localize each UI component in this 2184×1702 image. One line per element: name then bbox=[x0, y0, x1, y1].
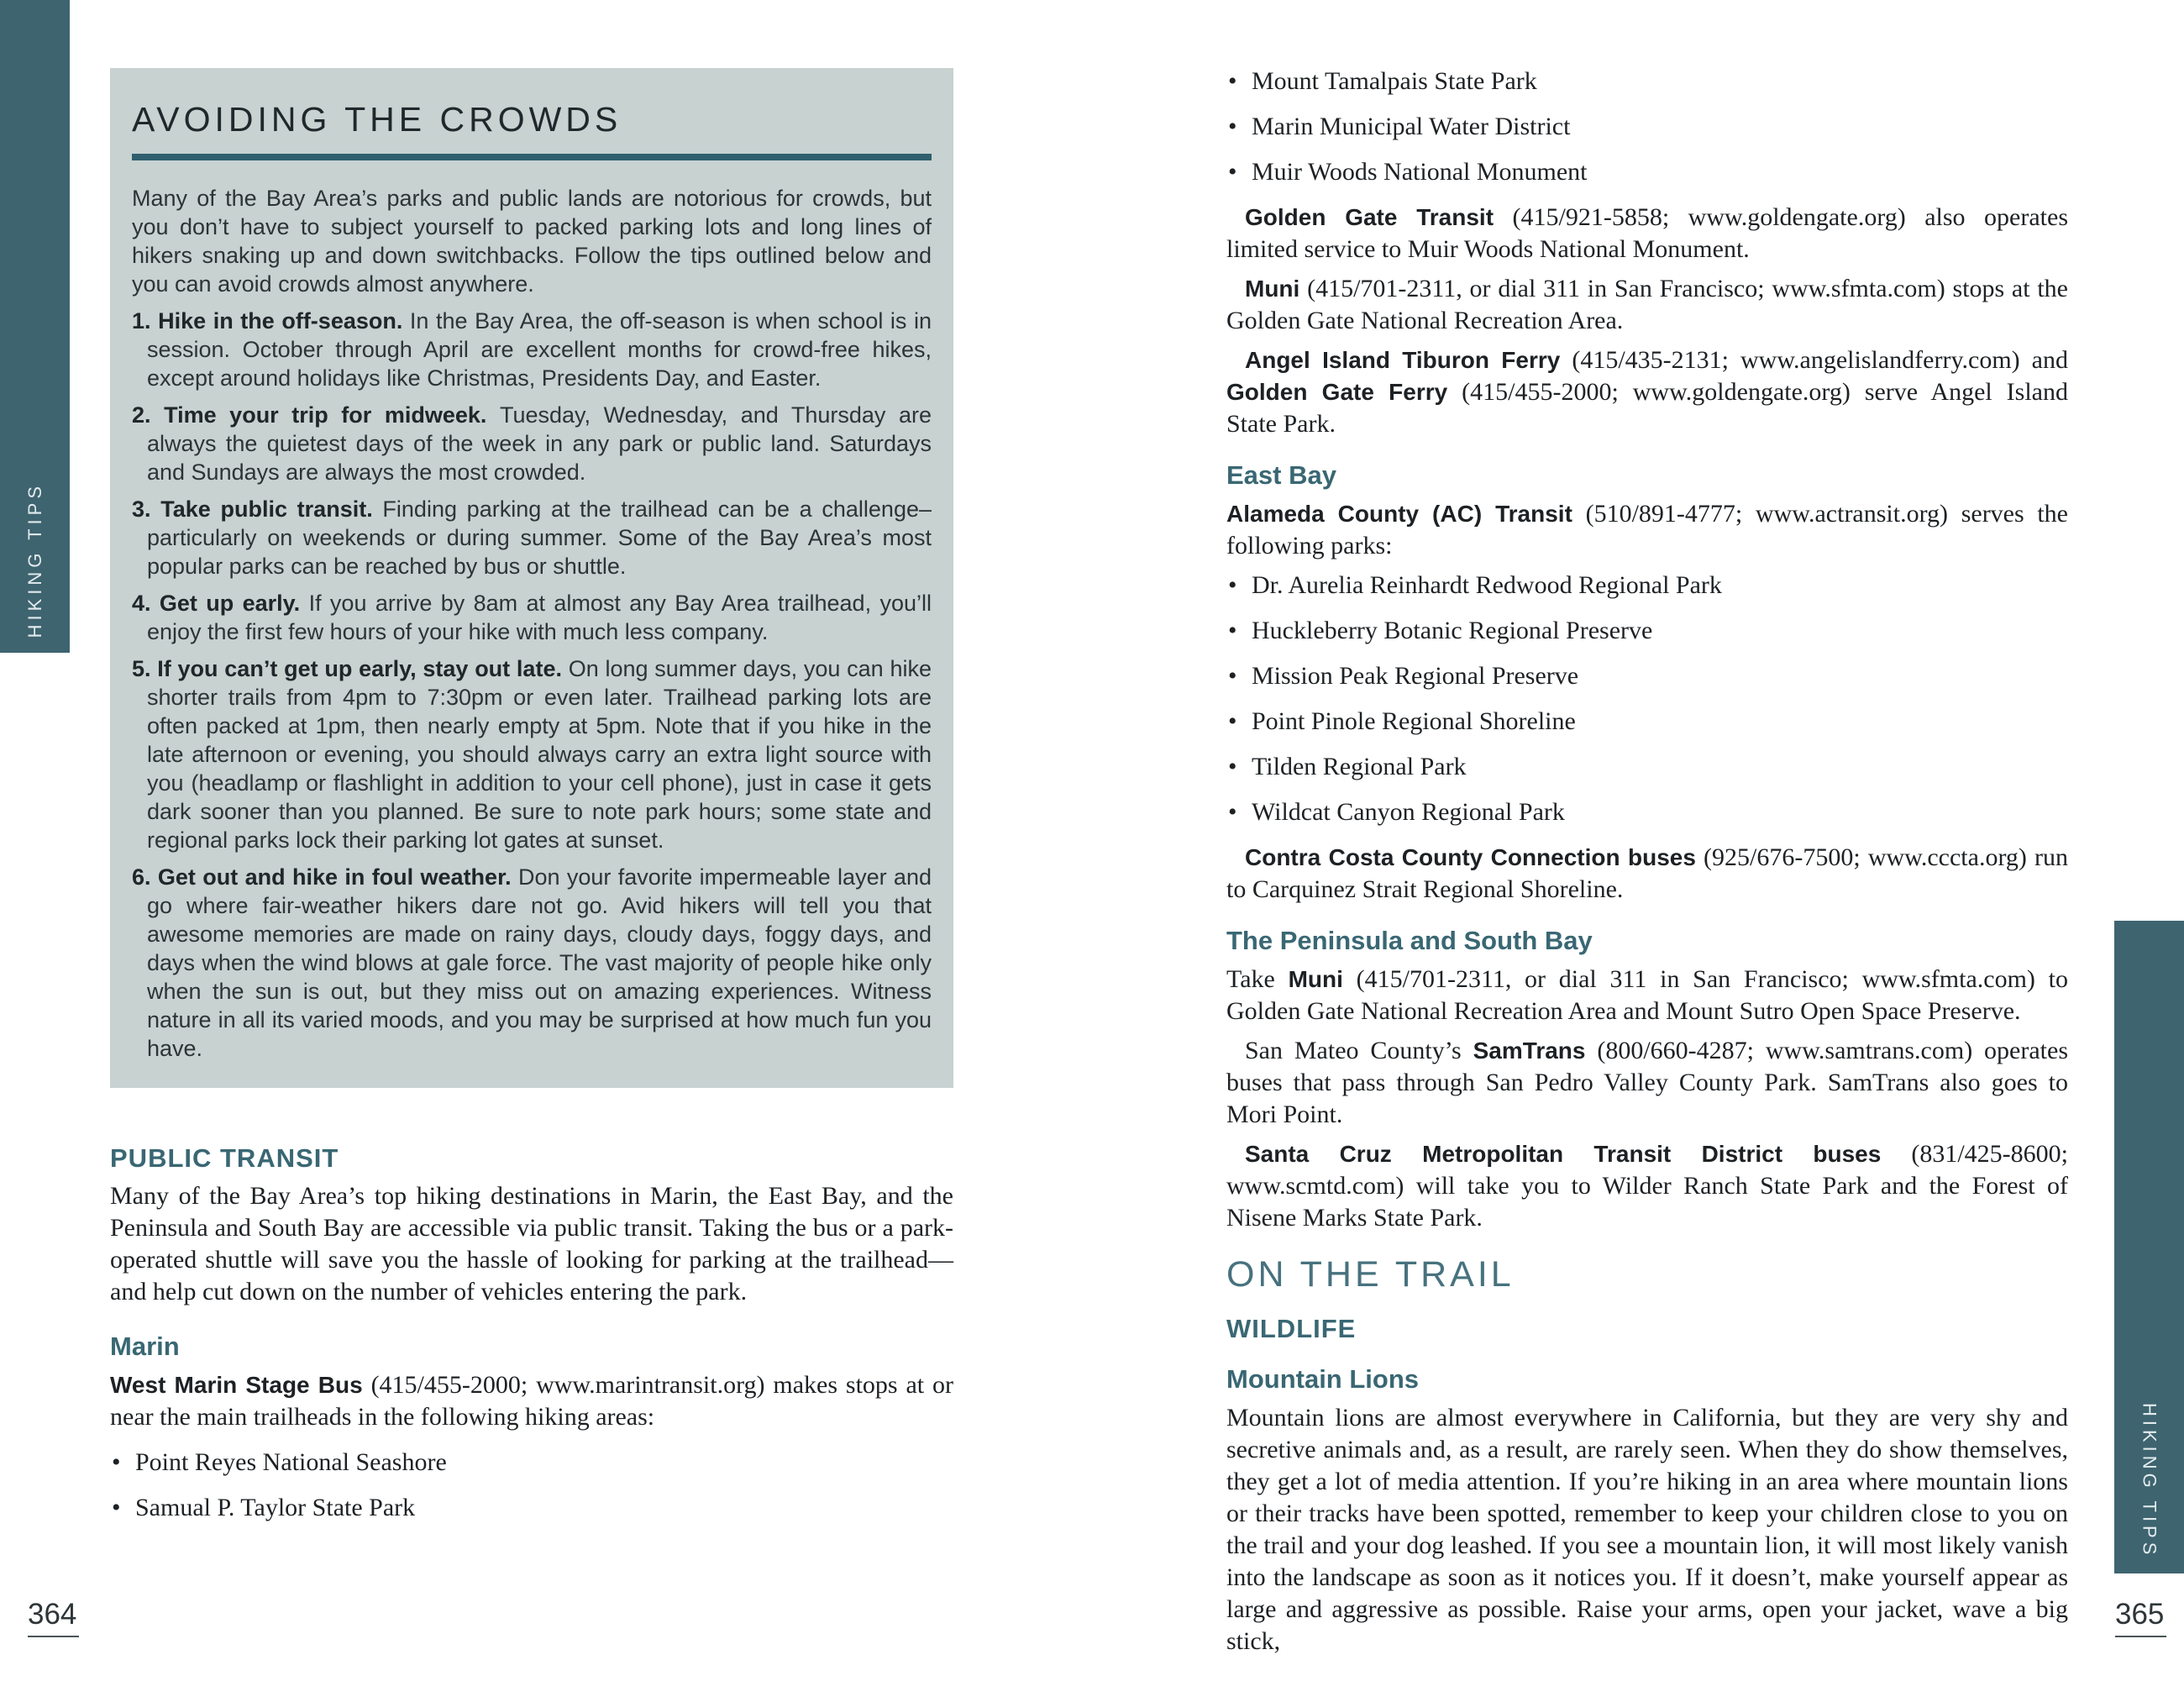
bullet-marker: • bbox=[1228, 571, 1237, 599]
subsection-heading: WILDLIFE bbox=[1226, 1314, 1357, 1343]
list-item-text: Samual P. Taylor State Park bbox=[135, 1494, 416, 1521]
hiking-tips-tab-label: HIKING TIPS bbox=[24, 481, 45, 638]
tip-number: 5. bbox=[132, 656, 158, 681]
text-run: (415/455-2000; www.marintransit.org) makes stops at or near the main trailheads in the following hiking areas: bbox=[110, 1371, 953, 1431]
transit-agency-name: Golden Gate Ferry bbox=[1226, 379, 1448, 405]
list-item-text: Dr. Aurelia Reinhardt Redwood Regional Park bbox=[1252, 571, 1722, 599]
list-item bbox=[1226, 660, 2068, 692]
text-run: (831/425-8600; www.scmtd.com) will take you to Wilder Ranch State Park and the Forest of Nisene Marks State Park. bbox=[1226, 1140, 2068, 1232]
body-paragraph bbox=[1226, 344, 2068, 440]
tip-text: If you arrive by 8am at almost any Bay Area trailhead, you’ll enjoy the first few hours of your hike with much less company. bbox=[147, 591, 932, 644]
bullet-marker: • bbox=[112, 1448, 121, 1476]
page-number-right: 365 bbox=[2115, 1598, 2166, 1637]
text-run: (415/435-2131; www.angelislandferry.com) and bbox=[1560, 346, 2068, 374]
text-run: Take bbox=[1226, 965, 1289, 993]
transit-agency-name: Alameda County (AC) Transit bbox=[1226, 501, 1572, 527]
bullet-marker: • bbox=[1228, 158, 1237, 186]
bullet-list bbox=[1226, 570, 2068, 828]
list-item bbox=[1226, 156, 2068, 188]
transit-agency-name: Santa Cruz Metropolitan Transit District buses bbox=[1245, 1141, 1882, 1167]
list-item-text: Huckleberry Botanic Regional Preserve bbox=[1252, 617, 1653, 644]
body-paragraph bbox=[1226, 1138, 2068, 1234]
transit-agency-name: Angel Island Tiburon Ferry bbox=[1245, 347, 1561, 373]
body-paragraph bbox=[110, 1369, 953, 1433]
body-paragraph bbox=[1226, 1035, 2068, 1131]
text-run: (415/701-2311, or dial 311 in San Francisco; www.sfmta.com) stops at the Golden Gate National Recreation Area. bbox=[1226, 275, 2068, 334]
text-run: (510/891-4777; www.actransit.org) serves the following parks: bbox=[1226, 500, 2069, 559]
numbered-tip-item bbox=[132, 307, 932, 392]
list-item-text: Mission Peak Regional Preserve bbox=[1252, 662, 1579, 690]
tip-number: 2. bbox=[132, 402, 165, 428]
list-item-text: Tilden Regional Park bbox=[1252, 753, 1467, 780]
tip-lead: If you can’t get up early, stay out late. bbox=[157, 656, 569, 681]
numbered-tip-item bbox=[132, 589, 932, 646]
box-intro-paragraph: Many of the Bay Area’s parks and public lands are notorious for crowds, but you don’t have to subject yourself to packed parking lots and long lines of hikers snaking up and down switchbacks. Follow the tips outlined below and you can avoid crowds almost anywhere. bbox=[132, 186, 932, 297]
list-item bbox=[1226, 66, 2068, 97]
tip-number: 4. bbox=[132, 591, 160, 616]
transit-agency-name: Muni bbox=[1288, 966, 1343, 992]
tip-lead: Get up early. bbox=[159, 591, 309, 616]
list-item-text: Muir Woods National Monument bbox=[1252, 158, 1588, 186]
body-paragraph bbox=[1226, 1402, 2068, 1657]
text-run: (415/455-2000; www.goldengate.org) serve Angel Island State Park. bbox=[1226, 378, 2068, 438]
list-item bbox=[1226, 796, 2068, 828]
body-paragraph bbox=[1226, 498, 2068, 562]
title-rule bbox=[132, 154, 932, 160]
tip-number: 1. bbox=[132, 308, 159, 334]
topic-heading: Marin bbox=[110, 1332, 180, 1361]
list-item-text: Marin Municipal Water District bbox=[1252, 113, 1571, 140]
list-item bbox=[110, 1447, 953, 1479]
list-item bbox=[1226, 570, 2068, 601]
subsection-heading: PUBLIC TRANSIT bbox=[110, 1143, 339, 1173]
list-item bbox=[110, 1492, 953, 1524]
left-page-column bbox=[110, 68, 953, 1537]
tip-lead: Take public transit. bbox=[160, 496, 383, 522]
topic-heading: The Peninsula and South Bay bbox=[1226, 926, 1593, 955]
tip-text: On long summer days, you can hike shorter trails from 4pm to 7:30pm or even later. Trailhead parking lots are often packed at 1pm, then nearly empty at 5pm. Note that if you hike in the late afternoon or evening, you should always carry an extra light source with you (headlamp or flashlight in addition to your cell phone), just in case it gets dark sooner than you planned. Be sure to note park hours; some state and regional parks lock their parking lot gates at sunset. bbox=[147, 656, 932, 853]
bullet-marker: • bbox=[1228, 662, 1237, 690]
body-paragraph bbox=[1226, 273, 2068, 337]
section-heading: ON THE TRAIL bbox=[1226, 1254, 1515, 1295]
right-page-column bbox=[1226, 59, 2068, 1665]
list-item bbox=[1226, 111, 2068, 143]
list-item bbox=[1226, 706, 2068, 738]
bullet-marker: • bbox=[1228, 617, 1237, 644]
tip-lead: Get out and hike in foul weather. bbox=[157, 864, 518, 890]
tip-text: Don your favorite impermeable layer and go where fair-weather hikers dare not go. Avid hikers will tell you that awesome memories are made on rainy days, cloudy days, foggy days, and days when the wind blows at gale force. The vast majority of people hike only when the sun is out, but they miss out on amazing experiences. Witness nature in all its varied moods, and you may be surprised at how much fun you have. bbox=[147, 864, 932, 1061]
body-paragraph bbox=[1226, 842, 2068, 906]
text-run: (925/676-7500; www.cccta.org) run to Carquinez Strait Regional Shoreline. bbox=[1226, 843, 2069, 903]
bullet-marker: • bbox=[112, 1494, 121, 1521]
text-run: (415/701-2311, or dial 311 in San Francisco; www.sfmta.com) to Golden Gate National Recreation Area and Mount Sutro Open Space Preserve. bbox=[1226, 965, 2068, 1025]
tip-text: Finding parking at the trailhead can be a challenge–particularly on weekends or during summer. Some of the Bay Area’s most popular parks can be reached by bus or shuttle. bbox=[147, 496, 932, 579]
body-paragraph bbox=[1226, 964, 2068, 1027]
numbered-tip-item bbox=[132, 863, 932, 1063]
list-item bbox=[1226, 615, 2068, 647]
tip-text: In the Bay Area, the off-season is when school is in session. October through April are excellent months for crowd-free hikes, except around holidays like Christmas, Presidents Day, and Easter. bbox=[147, 308, 932, 391]
hiking-tips-tab-right bbox=[2114, 921, 2184, 1573]
bullet-marker: • bbox=[1228, 707, 1237, 735]
numbered-tip-item bbox=[132, 401, 932, 486]
tip-number: 3. bbox=[132, 496, 161, 522]
body-paragraph bbox=[1226, 202, 2068, 265]
text-run: Mountain lions are almost everywhere in California, but they are very shy and secretive animals and, as a result, are rarely seen. When they do show themselves, they get a lot of media attention. If you’re hiking in an area where mountain lions or their tracks have been spotted, remember to keep your children close to you on the trail and your dog leashed. If you see a mountain lion, it will most likely vanish into the landscape as soon as it notices you. If it doesn’t, make yourself appear as large and aggressive as possible. Raise your arms, open your jacket, wave a big stick, bbox=[1226, 1404, 2068, 1655]
bullet-marker: • bbox=[1228, 113, 1237, 140]
tip-text: Tuesday, Wednesday, and Thursday are always the quietest days of the week in any park or public land. Saturdays and Sundays are always the most crowded. bbox=[147, 402, 932, 485]
text-run: (800/660-4287; www.samtrans.com) operates buses that pass through San Pedro Valley County Park. SamTrans also goes to Mori Point. bbox=[1226, 1037, 2068, 1128]
body-paragraph bbox=[110, 1180, 953, 1308]
transit-agency-name: SamTrans bbox=[1473, 1037, 1586, 1064]
hiking-tips-tab-label: HIKING TIPS bbox=[2139, 1402, 2160, 1558]
transit-agency-name: Contra Costa County Connection buses bbox=[1245, 844, 1696, 870]
tip-number: 6. bbox=[132, 864, 158, 890]
left-page-text bbox=[110, 1143, 953, 1524]
list-item-text: Wildcat Canyon Regional Park bbox=[1252, 798, 1565, 826]
topic-heading: Mountain Lions bbox=[1226, 1364, 1420, 1394]
box-title: AVOIDING THE CROWDS bbox=[132, 100, 622, 139]
text-run: Many of the Bay Area’s top hiking destinations in Marin, the East Bay, and the Peninsula and South Bay are accessible via public transit. Taking the bus or a park-operated shuttle will save you the hassle of looking for parking at the trailhead—and help cut down on the number of vehicles entering the park. bbox=[110, 1182, 953, 1305]
text-run: San Mateo County’s bbox=[1245, 1037, 1473, 1064]
list-item-text: Point Pinole Regional Shoreline bbox=[1252, 707, 1576, 735]
list-item-text: Point Reyes National Seashore bbox=[135, 1448, 447, 1476]
list-item-text: Mount Tamalpais State Park bbox=[1252, 67, 1537, 95]
bullet-marker: • bbox=[1228, 798, 1237, 826]
transit-agency-name: Golden Gate Transit bbox=[1245, 204, 1494, 230]
right-page-text bbox=[1226, 66, 2068, 1657]
numbered-tip-item bbox=[132, 495, 932, 580]
avoiding-the-crowds-box bbox=[110, 68, 953, 1088]
transit-agency-name: Muni bbox=[1245, 276, 1300, 302]
bullet-list bbox=[1226, 66, 2068, 188]
hiking-tips-tab-left bbox=[0, 0, 70, 653]
bullet-list bbox=[110, 1447, 953, 1524]
numbered-tip-item bbox=[132, 654, 932, 854]
text-run: (415/921-5858; www.goldengate.org) also operates limited service to Muir Woods National Monument. bbox=[1226, 203, 2068, 263]
transit-agency-name: West Marin Stage Bus bbox=[110, 1372, 363, 1398]
bullet-marker: • bbox=[1228, 753, 1237, 780]
tip-lead: Time your trip for midweek. bbox=[164, 402, 500, 428]
page-number-left: 364 bbox=[28, 1598, 79, 1637]
bullet-marker: • bbox=[1228, 67, 1237, 95]
numbered-tip-list bbox=[132, 307, 932, 1063]
tip-lead: Hike in the off-season. bbox=[158, 308, 410, 334]
topic-heading: East Bay bbox=[1226, 460, 1336, 490]
list-item bbox=[1226, 751, 2068, 783]
